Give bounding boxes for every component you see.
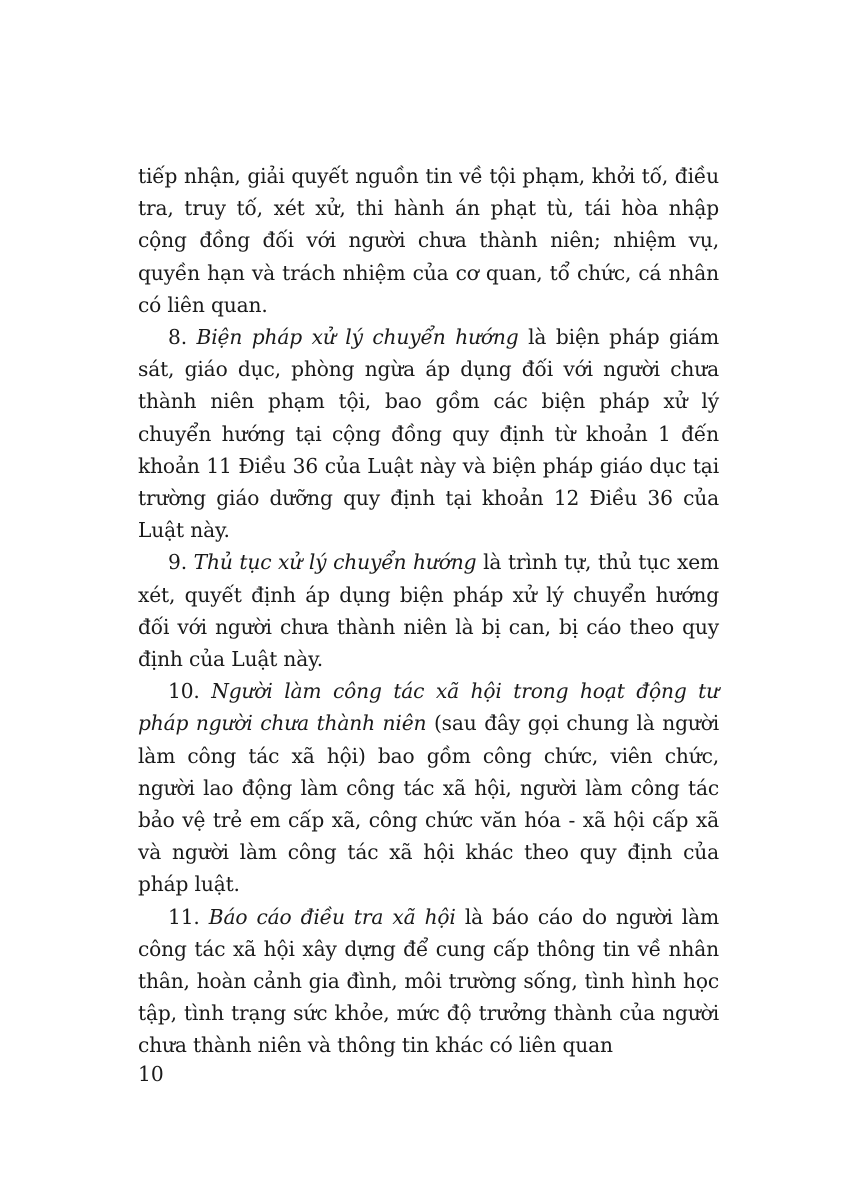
definition-text: là biện pháp giám sát, giáo dục, phòng ngừa áp dụng đối với người chưa thành niên phạm tội, bao gồm các biện pháp xử lý chuyển hướng tại cộng đồng quy định từ khoản 1 đến khoản 11 Điều 36 của Luật này và biện pháp giáo dục tại trường giáo dưỡng quy định tại khoản 12 Điều 36 của Luật này. [138,325,719,543]
definition-text: (sau đây gọi chung là người làm công tác xã hội) bao gồm công chức, viên chức, người lao động làm công tác xã hội, người làm công tác bảo vệ trẻ em cấp xã, công chức văn hóa - xã hội cấp xã và người làm công tác xã hội khác theo quy định của pháp luật. [138,711,720,897]
paragraph-item-9 [138,546,719,675]
paragraph-item-8 [138,321,719,546]
paragraph-item-11 [138,901,719,1062]
item-number: 10. [168,679,212,704]
item-number: 8. [168,325,197,350]
defined-term: Người làm công tác xã hội trong hoạt động tư pháp người chưa thành niên [138,679,719,736]
item-number: 9. [168,550,194,575]
defined-term: Thủ tục xử lý chuyển hướng [193,550,477,575]
definition-text: là trình tự, thủ tục xem xét, quyết định áp dụng biện pháp xử lý chuyển hướng đối với người chưa thành niên là bị can, bị cáo theo quy định của Luật này. [138,550,720,672]
paragraph-continuation [138,160,719,321]
defined-term: Báo cáo điều tra xã hội [208,904,456,929]
paragraph-text: tiếp nhận, giải quyết nguồn tin về tội phạm, khởi tố, điều tra, truy tố, xét xử, thi hành án phạt tù, tái hòa nhập cộng đồng đối với người chưa thành niên; nhiệm vụ, quyền hạn và trách nhiệm của cơ quan, tổ chức, cá nhân có liên quan. [138,164,719,317]
paragraph-item-10 [138,675,719,900]
definition-text: là báo cáo do người làm công tác xã hội xây dựng để cung cấp thông tin về nhân thân, hoàn cảnh gia đình, môi trường sống, tình hình học tập, tình trạng sức khỏe, mức độ trưởng thành của người chưa thành niên và thông tin khác có liên quan [138,904,719,1058]
item-number: 11. [168,904,209,929]
defined-term: Biện pháp xử lý chuyển hướng [196,325,519,350]
page-body [138,160,719,1062]
page-number: 10 [138,1062,164,1086]
